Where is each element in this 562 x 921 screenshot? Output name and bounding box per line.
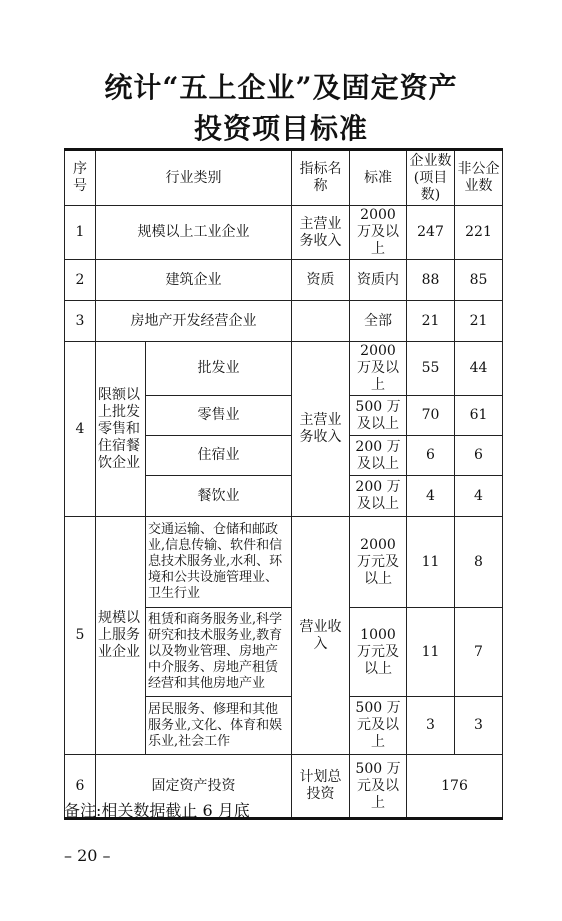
standard-cell: 2000 万及以上 xyxy=(350,206,407,260)
nonpublic-cell: 85 xyxy=(455,260,503,301)
count-cell: 11 xyxy=(407,517,455,608)
count-cell: 21 xyxy=(407,301,455,342)
standard-cell: 全部 xyxy=(350,301,407,342)
nonpublic-cell: 6 xyxy=(455,436,503,476)
standard-cell: 1000 万元及以上 xyxy=(350,608,407,697)
title-line-1: 统计“五上企业”及固定资产 xyxy=(104,71,458,104)
header-indicator: 指标名称 xyxy=(292,150,350,206)
count-cell: 11 xyxy=(407,608,455,697)
nonpublic-cell: 44 xyxy=(455,342,503,396)
industry-cell: 固定资产投资 xyxy=(96,755,292,819)
standard-cell: 500 万元及以上 xyxy=(350,755,407,819)
standard-cell: 资质内 xyxy=(350,260,407,301)
nonpublic-cell: 8 xyxy=(455,517,503,608)
count-cell: 6 xyxy=(407,436,455,476)
indicator-cell: 计划总投资 xyxy=(292,755,350,819)
subcategory-cell: 餐饮业 xyxy=(146,476,292,517)
count-cell: 247 xyxy=(407,206,455,260)
table-row xyxy=(65,517,503,608)
header-nonpublic-count: 非公企业数 xyxy=(455,150,503,206)
subcategory-cell: 批发业 xyxy=(146,342,292,396)
standards-table xyxy=(64,148,503,820)
standard-cell: 500 万元及以上 xyxy=(350,697,407,755)
nonpublic-cell: 221 xyxy=(455,206,503,260)
nonpublic-cell: 4 xyxy=(455,476,503,517)
subcategory-cell: 居民服务、修理和其他服务业,文化、体育和娱乐业,社会工作 xyxy=(146,697,292,755)
subcategory-cell: 交通运输、仓储和邮政业,信息传输、软件和信息技术服务业,水利、环境和公共设施管理业、卫生行业 xyxy=(146,517,292,608)
indicator-cell: 主营业务收入 xyxy=(292,206,350,260)
footnote: 备注:相关数据截止 6 月底 xyxy=(64,801,250,820)
seq-cell: 5 xyxy=(65,517,96,755)
nonpublic-cell: 61 xyxy=(455,396,503,436)
seq-cell: 3 xyxy=(65,301,96,342)
standard-cell: 200 万及以上 xyxy=(350,476,407,517)
title-line-2: 投资项目标准 xyxy=(193,112,368,145)
count-cell: 3 xyxy=(407,697,455,755)
count-cell: 88 xyxy=(407,260,455,301)
group-cell: 限额以上批发零售和住宿餐饮企业 xyxy=(96,342,146,517)
group-cell: 规模以上服务业企业 xyxy=(96,517,146,755)
standard-cell: 500 万及以上 xyxy=(350,396,407,436)
nonpublic-cell: 3 xyxy=(455,697,503,755)
industry-cell: 建筑企业 xyxy=(96,260,292,301)
table-row xyxy=(65,301,503,342)
subcategory-cell: 租赁和商务服务业,科学研究和技术服务业,教育以及物业管理、房地产中介服务、房地产租赁经营和其他房地产业 xyxy=(146,608,292,697)
industry-cell: 房地产开发经营企业 xyxy=(96,301,292,342)
header-enterprise-count: 企业数(项目数) xyxy=(407,150,455,206)
header-standard: 标准 xyxy=(350,150,407,206)
seq-cell: 4 xyxy=(65,342,96,517)
seq-cell: 2 xyxy=(65,260,96,301)
table-row xyxy=(65,260,503,301)
seq-cell: 1 xyxy=(65,206,96,260)
count-cell: 176 xyxy=(407,755,503,819)
table-row xyxy=(65,206,503,260)
indicator-cell: 主营业务收入 xyxy=(292,342,350,517)
count-cell: 4 xyxy=(407,476,455,517)
subcategory-cell: 住宿业 xyxy=(146,436,292,476)
standard-cell: 200 万及以上 xyxy=(350,436,407,476)
standard-cell: 2000 万元及以上 xyxy=(350,517,407,608)
industry-cell: 规模以上工业企业 xyxy=(96,206,292,260)
standard-cell: 2000 万及以上 xyxy=(350,342,407,396)
indicator-cell: 营业收入 xyxy=(292,517,350,755)
nonpublic-cell: 7 xyxy=(455,608,503,697)
seq-cell: 6 xyxy=(65,755,96,819)
count-cell: 55 xyxy=(407,342,455,396)
header-seq: 序号 xyxy=(65,150,96,206)
count-cell: 70 xyxy=(407,396,455,436)
nonpublic-cell: 21 xyxy=(455,301,503,342)
page-number: – 20 – xyxy=(64,846,111,865)
subcategory-cell: 零售业 xyxy=(146,396,292,436)
table-row xyxy=(65,342,503,396)
header-industry: 行业类别 xyxy=(96,150,292,206)
indicator-cell: 资质 xyxy=(292,260,350,301)
table-header-row xyxy=(65,150,503,206)
indicator-cell xyxy=(292,301,350,342)
